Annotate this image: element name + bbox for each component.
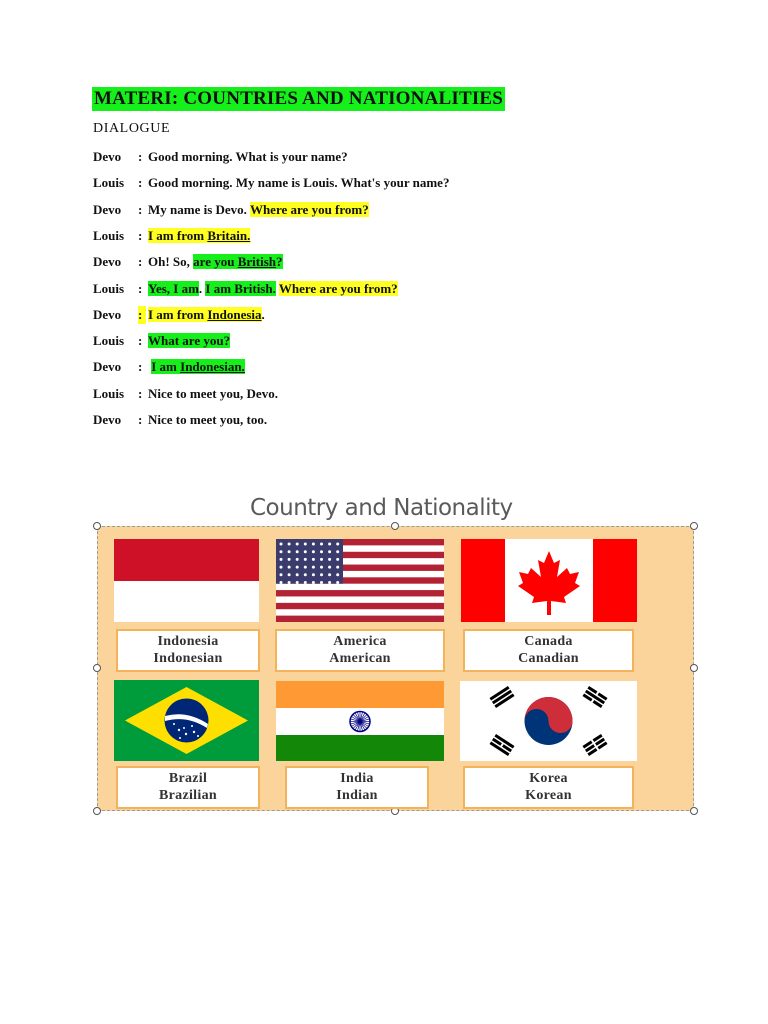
indonesia-flag xyxy=(114,539,259,622)
dialogue-text xyxy=(148,148,348,166)
brazil-flag xyxy=(114,680,259,761)
dialogue-text xyxy=(148,411,267,429)
nationality-name: Indonesian xyxy=(153,651,223,666)
speaker-name: Louis xyxy=(93,333,125,348)
text-segment: I am xyxy=(151,359,181,374)
text-segment: Indonesia xyxy=(207,307,262,322)
nationality-name: Korean xyxy=(525,788,572,803)
speaker-colon: : xyxy=(138,333,143,348)
speaker-name: Louis xyxy=(93,281,125,296)
label-korea xyxy=(463,766,634,809)
dialogue-text xyxy=(148,306,265,324)
speaker-name: Devo xyxy=(93,202,122,217)
usa-flag xyxy=(276,539,444,622)
speaker-name: Devo xyxy=(93,359,122,374)
text-segment: Nice to meet you, too. xyxy=(148,412,268,427)
text-segment: British xyxy=(237,254,276,269)
text-segment: I am British. xyxy=(205,281,276,296)
country-name: Brazil xyxy=(168,771,208,786)
speaker-colon: : xyxy=(138,359,143,374)
country-name: Canada xyxy=(524,634,573,649)
dialogue-text xyxy=(148,280,398,298)
speaker-colon: : xyxy=(138,386,143,401)
text-segment: Where are you from? xyxy=(278,281,398,296)
text-segment: Good morning. What is your name? xyxy=(148,149,348,164)
label-canada xyxy=(463,629,634,672)
text-segment: What are you? xyxy=(148,333,231,348)
dialogue-text xyxy=(148,201,369,219)
country-name: India xyxy=(340,771,374,786)
country-name: Korea xyxy=(529,771,568,786)
speaker-colon: : xyxy=(138,281,143,296)
text-segment: are you xyxy=(193,254,238,269)
text-segment: Oh! So, xyxy=(148,254,194,269)
dialogue-text xyxy=(148,227,250,245)
speaker-name: Louis xyxy=(93,228,125,243)
nationality-name: Brazilian xyxy=(159,788,217,803)
text-segment: Where are you from? xyxy=(249,202,369,217)
dialogue-text xyxy=(148,358,245,376)
text-segment: Britain. xyxy=(207,228,251,243)
resize-handle-middle-right[interactable] xyxy=(690,664,698,672)
speaker-colon: : xyxy=(138,412,143,427)
text-segment: ? xyxy=(276,254,283,269)
speaker-name: Louis xyxy=(93,175,125,190)
resize-handle-bottom-right[interactable] xyxy=(690,807,698,815)
text-segment: Indonesian. xyxy=(180,359,245,374)
page-title: MATERI: COUNTRIES AND NATIONALITIES xyxy=(94,88,504,109)
resize-handle-bottom-left[interactable] xyxy=(93,807,101,815)
speaker-name: Louis xyxy=(93,386,125,401)
dialogue-text xyxy=(148,385,278,403)
label-america xyxy=(275,629,445,672)
text-segment: I am from xyxy=(148,228,208,243)
india-flag xyxy=(276,681,444,761)
speaker-name: Devo xyxy=(93,254,122,269)
speaker-colon: : xyxy=(138,175,143,190)
canada-flag xyxy=(461,539,637,622)
speaker-colon: : xyxy=(138,149,143,164)
speaker-name: Devo xyxy=(93,412,122,427)
speaker-colon: : xyxy=(138,306,146,324)
country-name: Indonesia xyxy=(157,634,219,649)
speaker-name: Devo xyxy=(93,149,122,164)
label-india xyxy=(285,766,429,809)
text-segment: . xyxy=(198,281,206,296)
dialogue-text xyxy=(148,174,449,192)
resize-handle-middle-left[interactable] xyxy=(93,664,101,672)
text-segment: . xyxy=(261,307,265,322)
resize-handle-top-middle[interactable] xyxy=(391,522,399,530)
nationality-name: Indian xyxy=(336,788,378,803)
text-segment: I am from xyxy=(148,307,208,322)
speaker-colon: : xyxy=(138,202,143,217)
text-segment: Nice to meet you, Devo. xyxy=(148,386,278,401)
nationality-name: American xyxy=(329,651,391,666)
resize-handle-top-right[interactable] xyxy=(690,522,698,530)
resize-handle-top-left[interactable] xyxy=(93,522,101,530)
country-name: America xyxy=(333,634,387,649)
graphic-heading: Country and Nationality xyxy=(250,495,513,521)
nationality-name: Canadian xyxy=(518,651,579,666)
section-subtitle: DIALOGUE xyxy=(93,121,171,136)
text-segment: Yes, I am xyxy=(148,281,199,296)
korea-flag xyxy=(460,681,637,761)
speaker-name: Devo xyxy=(93,307,122,322)
speaker-colon: : xyxy=(138,254,143,269)
dialogue-text xyxy=(148,332,230,350)
text-segment: Good morning. My name is Louis. What's your name? xyxy=(148,175,450,190)
text-segment: My name is Devo. xyxy=(148,202,250,217)
label-indonesia xyxy=(116,629,260,672)
speaker-colon: : xyxy=(138,228,143,243)
dialogue-text xyxy=(148,253,283,271)
label-brazil xyxy=(116,766,260,809)
